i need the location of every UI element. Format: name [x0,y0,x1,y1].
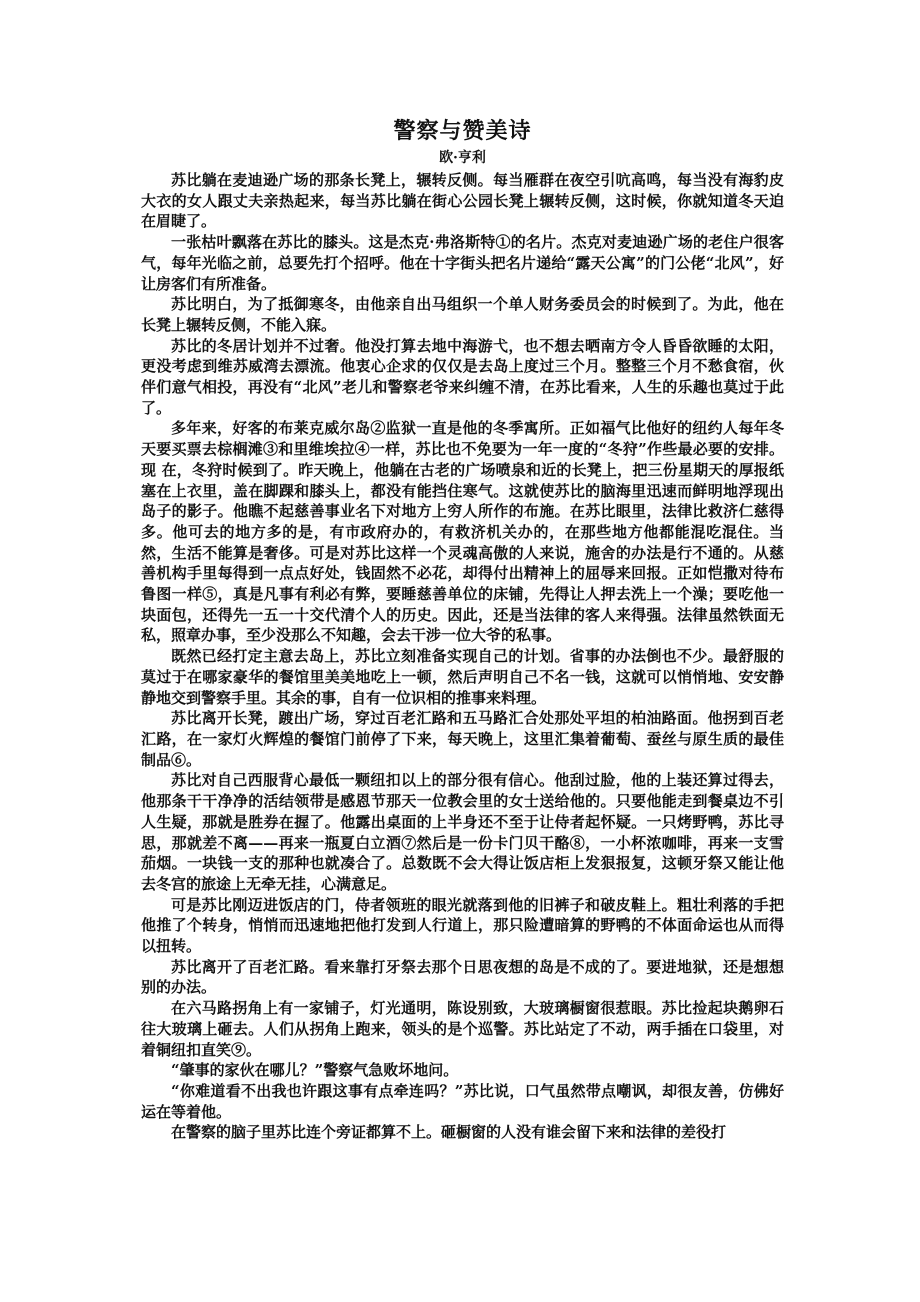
paragraph: 在六马路拐角上有一家铺子，灯光通明，陈设别致，大玻璃橱窗很惹眼。苏比捡起块鹅卵石往大玻璃上砸去。人们从拐角上跑来，领头的是个巡警。苏比站定了不动，两手插在口袋里，对着铜纽扣直笑⑨。 [141,999,784,1059]
document-body [141,170,784,1143]
document-page [141,116,784,1143]
paragraph: 在警察的脑子里苏比连个旁证都算不上。砸橱窗的人没有谁会留下来和法律的差役打 [171,1123,727,1142]
paragraph: 可是苏比刚迈进饭店的门，侍者领班的眼光就落到他的旧裤子和破皮鞋上。粗壮利落的手把他推了个转身，悄悄而迅速地把他打发到人行道上，那只险遭暗算的野鸭的不体面命运也从而得以扭转。 [141,895,784,956]
document-author: 欧·亨利 [439,150,486,166]
paragraph: “你难道看不出我也许跟这事有点牵连吗？”苏比说，口气虽然带点嘲讽，却很友善，仿佛好运在等着他。 [141,1081,784,1121]
paragraph: 苏比对自己西服背心最低一颗纽扣以上的部分很有信心。他刮过脸，他的上装还算过得去，他那条干干净净的活结领带是感恩节那天一位教会里的女士送给他的。只要他能走到餐桌边不引人生疑，那就是胜券在握了。他露出桌面的上半身还不至于让侍者起怀疑。一只烤野鸭，苏比寻思，那就差不离——再来一瓶夏白立酒⑦然后是一份卡门贝干酪⑧，一小杯浓咖啡，再来一支雪茄烟。一块钱一支的那种也就凑合了。总数既不会大得让饭店柜上发狠报复，这顿牙祭又能让他去冬宫的旅途上无牵无挂，心满意足。 [141,771,784,893]
paragraph: 苏比明白，为了抵御寒冬，由他亲自出马组织一个单人财务委员会的时候到了。为此，他在长凳上辗转反侧，不能入寐。 [141,295,784,334]
paragraph: 既然已经打定主意去岛上，苏比立刻准备实现自己的计划。省事的办法倒也不少。最舒服的莫过于在哪家豪华的餐馆里美美地吃上一顿，然后声明自己不名一钱，这就可以悄悄地、安安静静地交到警察手里。其余的事，自有一位识相的推事来料理。 [141,647,784,707]
document-title: 警察与赞美诗 [393,118,532,144]
paragraph: 苏比躺在麦迪逊广场的那条长凳上，辗转反侧。每当雁群在夜空引吭高鸣，每当没有海豹皮大衣的女人跟丈夫亲热起来，每当苏比躺在街心公园长凳上辗转反侧，这时候，你就知道冬天迫在眉睫了。 [141,171,784,231]
paragraph: 多年来，好客的布莱克威尔岛②监狱一直是他的冬季寓所。正如福气比他好的纽约人每年冬天要买票去棕榈滩③和里维埃拉④一样，苏比也不免要为一年一度的“冬狩”作些最必要的安排。现 在，冬狩时候到了。昨天晚上，他躺在古老的广场喷泉和近的长凳上，把三份星期天的厚报纸塞在上衣里，盖在脚踝和膝头上，都没有能挡住寒气。这就使苏比的脑海里迅速而鲜明地浮现出岛子的影子。他瞧不起慈善事业名下对地方上穷人所作的布施。在苏比眼里，法律比救济仁慈得多。他可去的地方多的是，有市政府办的，有救济机关办的，在那些地方他都能混吃混住。当然，生活不能算是奢侈。可是对苏比这样一个灵魂高傲的人来说，施舍的办法是行不通的。从慈善机构手里每得到一点点好处，钱固然不必花，却得付出精神上的屈辱来回报。正如恺撒对待布鲁图一样⑤，真是凡事有利必有弊，要睡慈善单位的床铺，先得让人押去洗上一个澡；要吃他一块面包，还得先一五一十交代清个人的历史。因此，还是当法律的客人来得强。法律虽然铁面无私，照章办事，至少没那么不知趣，会去干涉一位大爷的私事。 [141,419,784,645]
paragraph: 苏比离开长凳，踱出广场，穿过百老汇路和五马路汇合处那处平坦的柏油路面。他拐到百老汇路，在一家灯火辉煌的餐馆门前停了下来，每天晚上，这里汇集着葡萄、蚕丝与原生质的最佳制品⑥。 [141,709,784,769]
paragraph: 苏比的冬居计划并不过奢。他没打算去地中海游弋，也不想去晒南方令人昏昏欲睡的太阳，更没考虑到维苏威湾去漂流。他衷心企求的仅仅是去岛上度过三个月。整整三个月不愁食宿，伙伴们意气相投，再没有“北风”老儿和警察老爷来纠缠不清，在苏比看来，人生的乐趣也莫过于此了。 [141,336,784,417]
paragraph: “肇事的家伙在哪儿？”警察气急败坏地问。 [171,1061,459,1080]
paragraph: 一张枯叶飘落在苏比的膝头。这是杰克·弗洛斯特①的名片。杰克对麦迪逊广场的老住户很客气，每年光临之前，总要先打个招呼。他在十字街头把名片递给“露天公寓”的门公佬“北风”，好让房客们有所准备。 [141,233,784,293]
paragraph: 苏比离开了百老汇路。看来靠打牙祭去那个日思夜想的岛是不成的了。要进地狱，还是想想别的办法。 [141,957,784,997]
